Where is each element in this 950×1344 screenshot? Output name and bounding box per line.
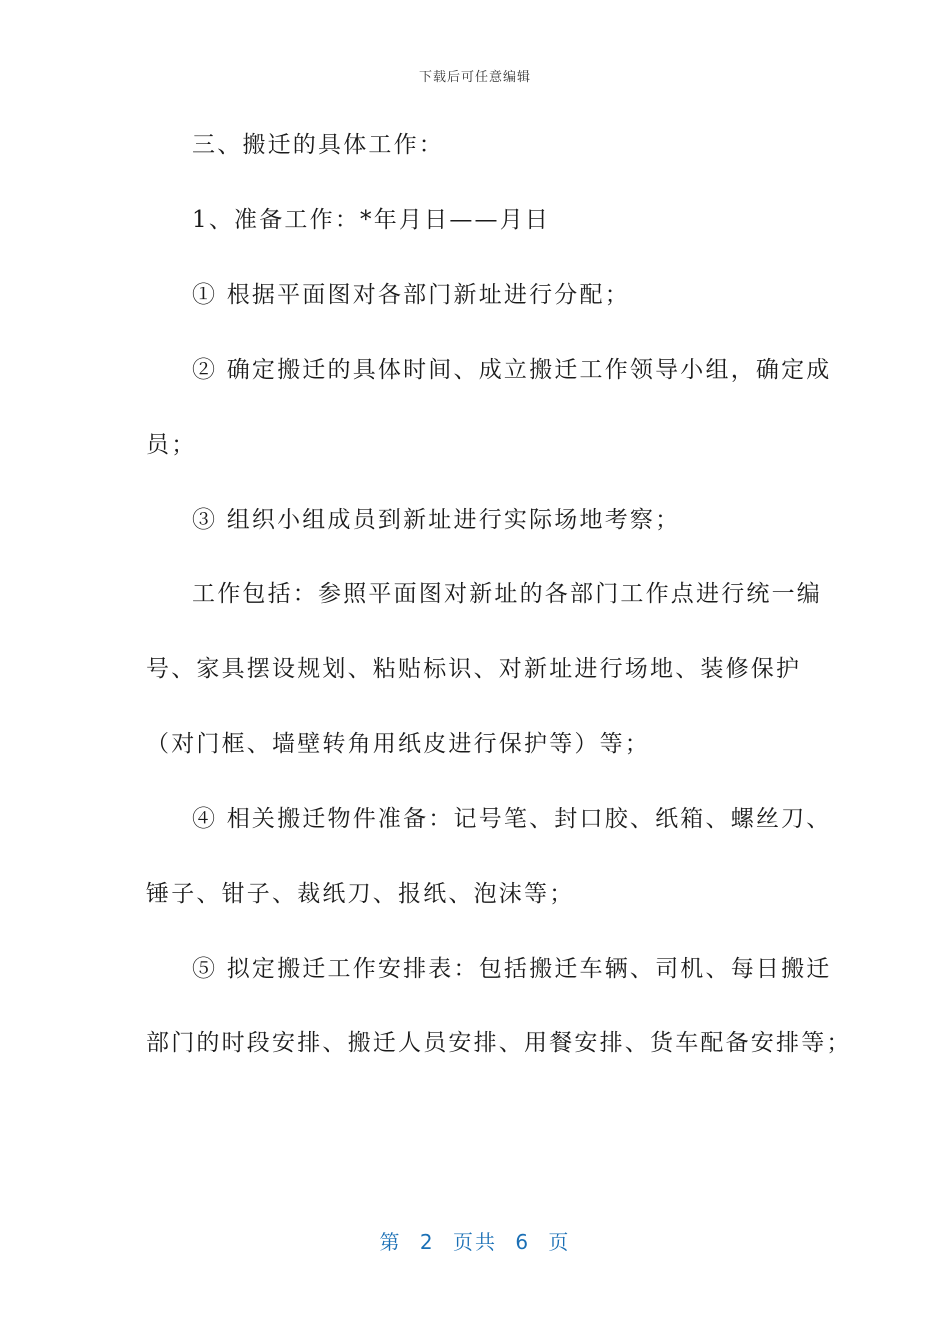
paragraph-line: ⑤ 拟定搬迁工作安排表：包括搬迁车辆、司机、每日搬迁 bbox=[192, 956, 832, 982]
paragraph-line: ③ 组织小组成员到新址进行实际场地考察； bbox=[192, 507, 681, 533]
paragraph-line: ② 确定搬迁的具体时间、成立搬迁工作领导小组，确定成 bbox=[192, 357, 832, 383]
page-number-footer: 第 2 页共 6 页 bbox=[379, 1230, 571, 1254]
paragraph-line: 1、准备工作：*年月日——月日 bbox=[192, 207, 551, 233]
page-header: 下载后可任意编辑 bbox=[418, 70, 531, 85]
section-heading: 三、搬迁的具体工作： bbox=[192, 132, 444, 158]
paragraph-line: ④ 相关搬迁物件准备：记号笔、封口胶、纸箱、螺丝刀、 bbox=[192, 806, 832, 832]
paragraph-line: ① 根据平面图对各部门新址进行分配； bbox=[192, 282, 630, 308]
paragraph-line: 员； bbox=[146, 432, 197, 458]
paragraph-line: 锤子、钳子、裁纸刀、报纸、泡沫等； bbox=[146, 881, 575, 907]
paragraph-line: 号、家具摆设规划、粘贴标识、对新址进行场地、装修保护 bbox=[146, 656, 802, 682]
paragraph-line: （对门框、墙壁转角用纸皮进行保护等）等； bbox=[146, 731, 650, 757]
paragraph-line: 工作包括：参照平面图对新址的各部门工作点进行统一编 bbox=[192, 581, 822, 607]
paragraph-line: 部门的时段安排、搬迁人员安排、用餐安排、货车配备安排等； bbox=[146, 1030, 852, 1056]
